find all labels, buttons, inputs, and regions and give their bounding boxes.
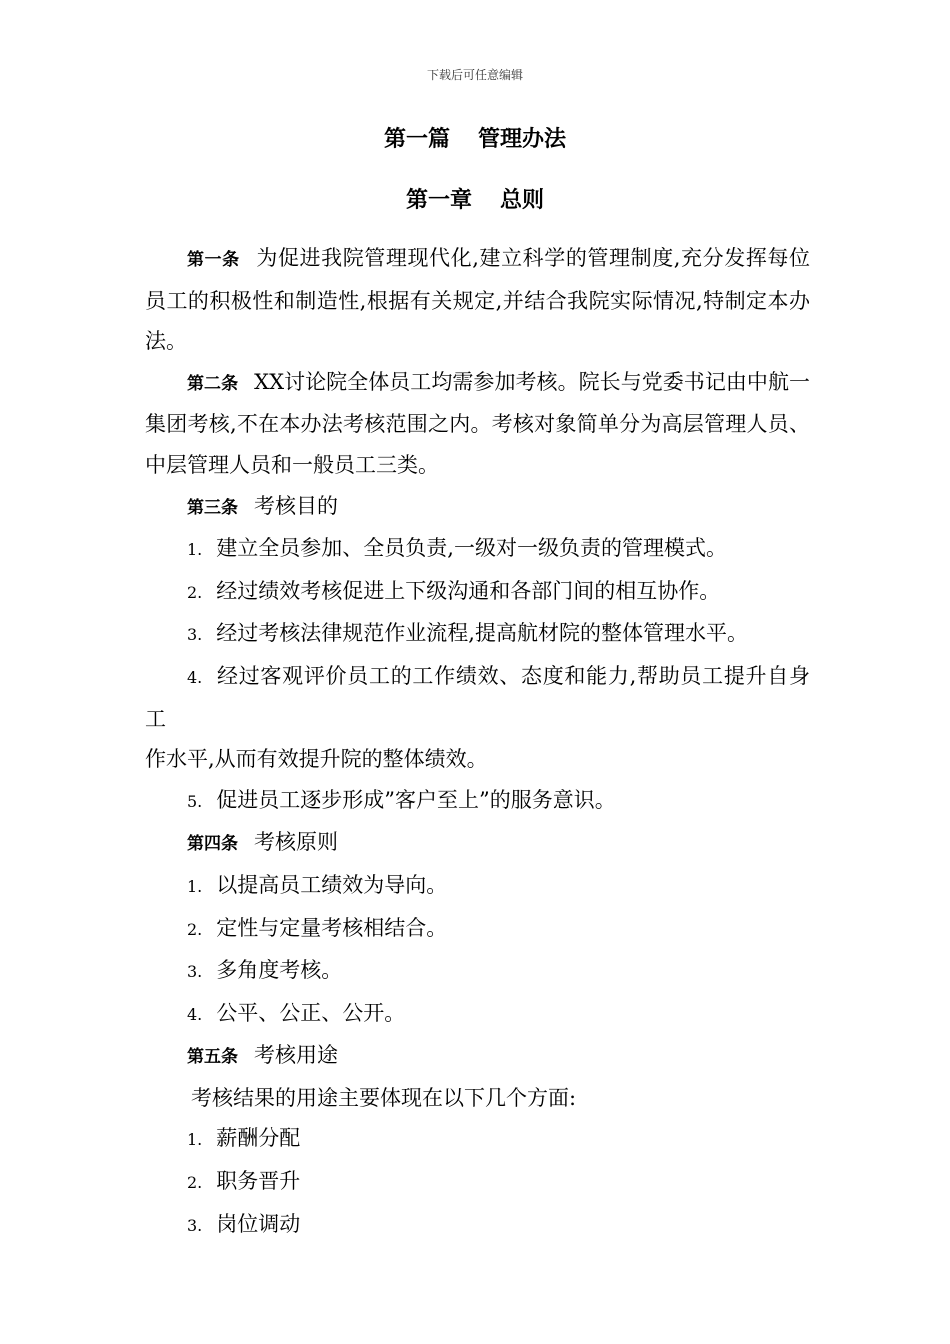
list-item: [145, 571, 810, 614]
list-text: 经过考核法律规范作业流程,提高航材院的整体管理水平。: [216, 621, 748, 646]
list-text: 经过客观评价员工的工作绩效、态度和能力,帮助员工提升自身工: [145, 663, 810, 731]
list-text: 岗位调动: [216, 1211, 301, 1236]
list-text: 公平、公正、公开。: [216, 1000, 406, 1025]
article-label: 第一条: [187, 250, 240, 270]
chapter-name: 总则: [500, 187, 545, 213]
list-text: 促进员工逐步形成”客户至上”的服务意识。: [216, 787, 616, 812]
list-number: 3.: [187, 962, 203, 982]
document-body: [145, 238, 810, 1246]
part-name: 管理办法: [478, 126, 567, 152]
list-item: [145, 993, 810, 1036]
article-heading: 考核原则: [254, 830, 338, 855]
list-number: 2.: [187, 1173, 203, 1193]
list-item: [145, 780, 810, 823]
list-number: 1.: [187, 876, 203, 896]
list-item: [145, 656, 810, 739]
list-text: 建立全员参加、全员负责,一级对一级负责的管理模式。: [216, 536, 727, 561]
article-label: 第三条: [187, 497, 238, 518]
list-text: 以提高员工绩效为导向。: [216, 872, 448, 897]
article-intro: 考核结果的用途主要体现在以下几个方面:: [191, 1085, 577, 1110]
article-text: XX讨论院全体员工均需参加考核。院长与党委书记由中航一集团考核,不在本办法考核范围之内。考核对象简单分为高层管理人员、中层管理人员和一般员工三类。: [145, 369, 810, 477]
chapter-title: [0, 183, 950, 214]
list-text: 多角度考核。: [216, 958, 343, 983]
list-item-continuation: 作水平,从而有效提升院的整体绩效。: [145, 747, 488, 772]
list-number: 4.: [187, 1004, 203, 1024]
list-item: [145, 528, 810, 571]
article-label: 第四条: [187, 834, 238, 855]
list-text: 薪酬分配: [216, 1126, 301, 1151]
list-number: 5.: [187, 791, 203, 811]
list-number: 1.: [187, 1130, 203, 1150]
article-4: [145, 822, 810, 865]
article-label: 第五条: [187, 1047, 238, 1068]
list-text: 职务晋升: [216, 1169, 301, 1194]
list-item: [145, 613, 810, 656]
article-3: [145, 486, 810, 529]
article-5: [145, 1035, 810, 1078]
list-item: [145, 908, 810, 951]
list-number: 4.: [187, 667, 203, 687]
list-number: 2.: [187, 582, 203, 602]
list-number: 1.: [187, 540, 203, 560]
list-item: [145, 1118, 810, 1161]
article-1: [145, 238, 810, 362]
article-label: 第二条: [187, 373, 239, 394]
article-text: 为促进我院管理现代化,建立科学的管理制度,充分发挥每位员工的积极性和制造性,根据有关规定,并结合我院实际情况,特制定本办法。: [145, 246, 810, 354]
part-title: [0, 122, 950, 153]
list-item: [145, 1204, 810, 1247]
list-text: 经过绩效考核促进上下级沟通和各部门间的相互协作。: [216, 578, 721, 603]
list-item: [145, 950, 810, 993]
chapter-label: 第一章: [405, 187, 472, 213]
list-item: [145, 865, 810, 908]
list-number: 2.: [187, 919, 203, 939]
list-item: [145, 1161, 810, 1204]
list-text: 定性与定量考核相结合。: [216, 915, 448, 940]
article-2: [145, 362, 810, 486]
part-label: 第一篇: [383, 126, 450, 152]
article-heading: 考核用途: [254, 1043, 338, 1068]
article-heading: 考核目的: [254, 493, 338, 518]
list-number: 3.: [187, 1215, 203, 1235]
header-note: 下载后可任意编辑: [426, 68, 523, 82]
list-number: 3.: [187, 625, 203, 645]
